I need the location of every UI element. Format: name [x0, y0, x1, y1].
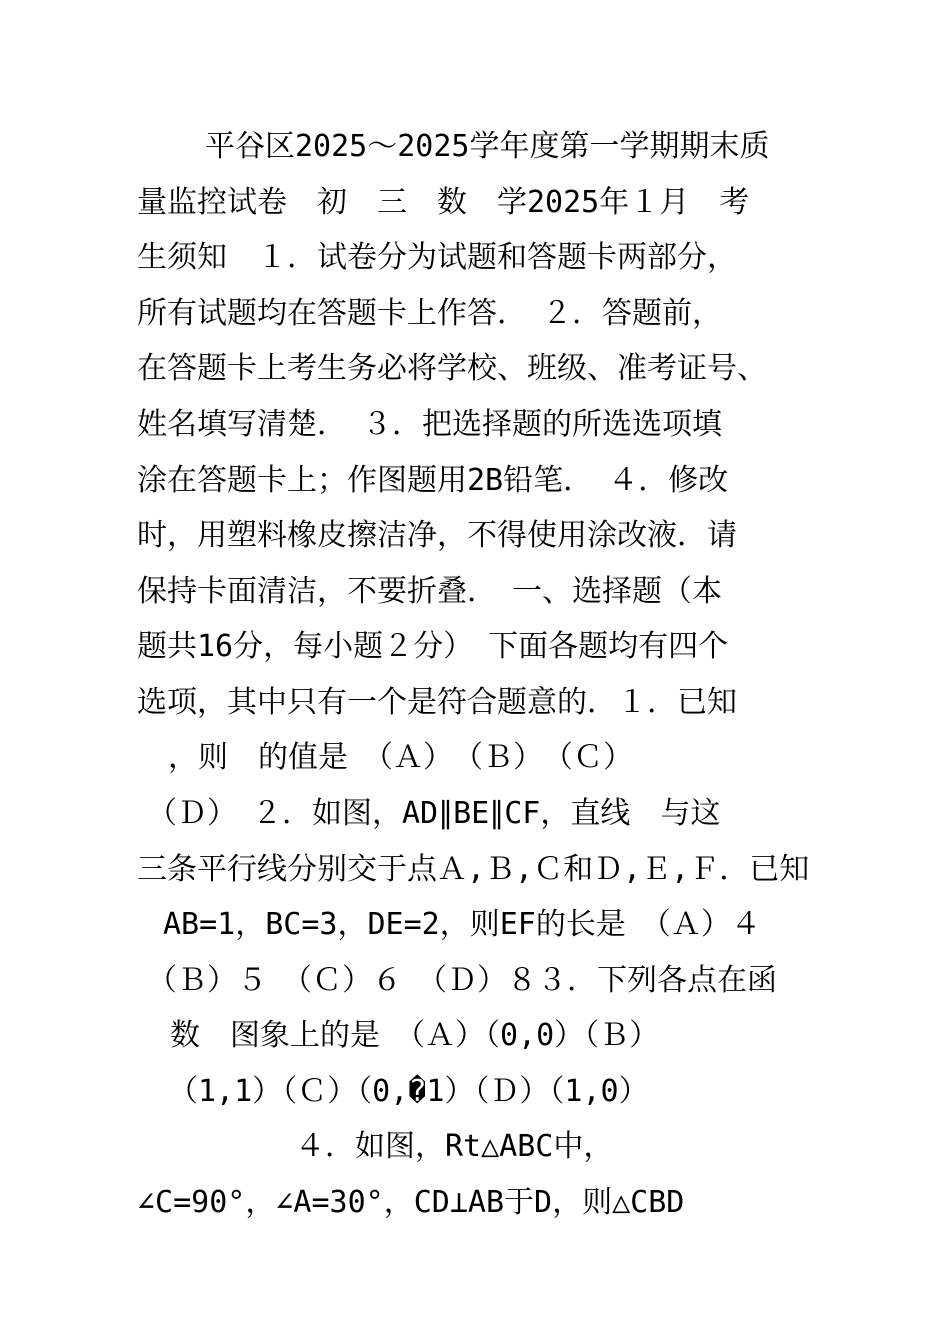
text-line-17: 数 图象上的是 （Ａ）（0,0）（Ｂ） [170, 1018, 660, 1053]
text-line-6: 姓名填写清楚． ３．把选择题的所选选项填 [137, 407, 722, 442]
text-line-2: 量监控试卷 初 三 数 学2025年１月 考 [137, 185, 750, 220]
text-line-12: ，则 的值是 （Ａ） （Ｂ） （Ｃ） [168, 740, 633, 775]
text-line-10: 题共16分，每小题２分） 下面各题均有四个 [137, 629, 729, 664]
text-line-20: ∠C=90°，∠A=30°，CD⊥AB于D，则△CBD [137, 1185, 685, 1220]
text-line-18: （1,1）（Ｃ）（0,�1）（Ｄ）（1,0） [168, 1074, 649, 1109]
text-line-19: ４．如图，Rt△ABC中， [295, 1129, 614, 1164]
text-line-1: 平谷区2025～2025学年度第一学期期末质 [205, 129, 770, 164]
text-line-13: （Ｄ） ２．如图，AD∥BE∥CF，直线 与这 [147, 796, 721, 831]
text-line-3: 生须知 １．试卷分为试题和答题卡两部分， [137, 240, 737, 275]
text-line-5: 在答题卡上考生务必将学校、班级、准考证号、 [137, 351, 767, 386]
text-line-9: 保持卡面清洁，不要折叠． 一、选择题（本 [137, 574, 722, 609]
text-line-14: 三条平行线分别交于点Ａ,Ｂ,Ｃ和Ｄ,Ｅ,Ｆ．已知 [137, 852, 810, 887]
text-line-16: （Ｂ）５ （Ｃ）６ （Ｄ）８３．下列各点在函 [147, 963, 777, 998]
text-line-15: AB=1，BC=3，DE=2，则EF的长是 （Ａ）４ [163, 907, 761, 942]
text-line-8: 时，用塑料橡皮擦洁净，不得使用涂改液．请 [137, 518, 737, 553]
text-line-7: 涂在答题卡上；作图题用2B铅笔． ４．修改 [137, 463, 729, 498]
text-line-4: 所有试题均在答题卡上作答． ２．答题前， [137, 296, 722, 331]
text-line-11: 选项，其中只有一个是符合题意的．１．已知 [137, 685, 737, 720]
